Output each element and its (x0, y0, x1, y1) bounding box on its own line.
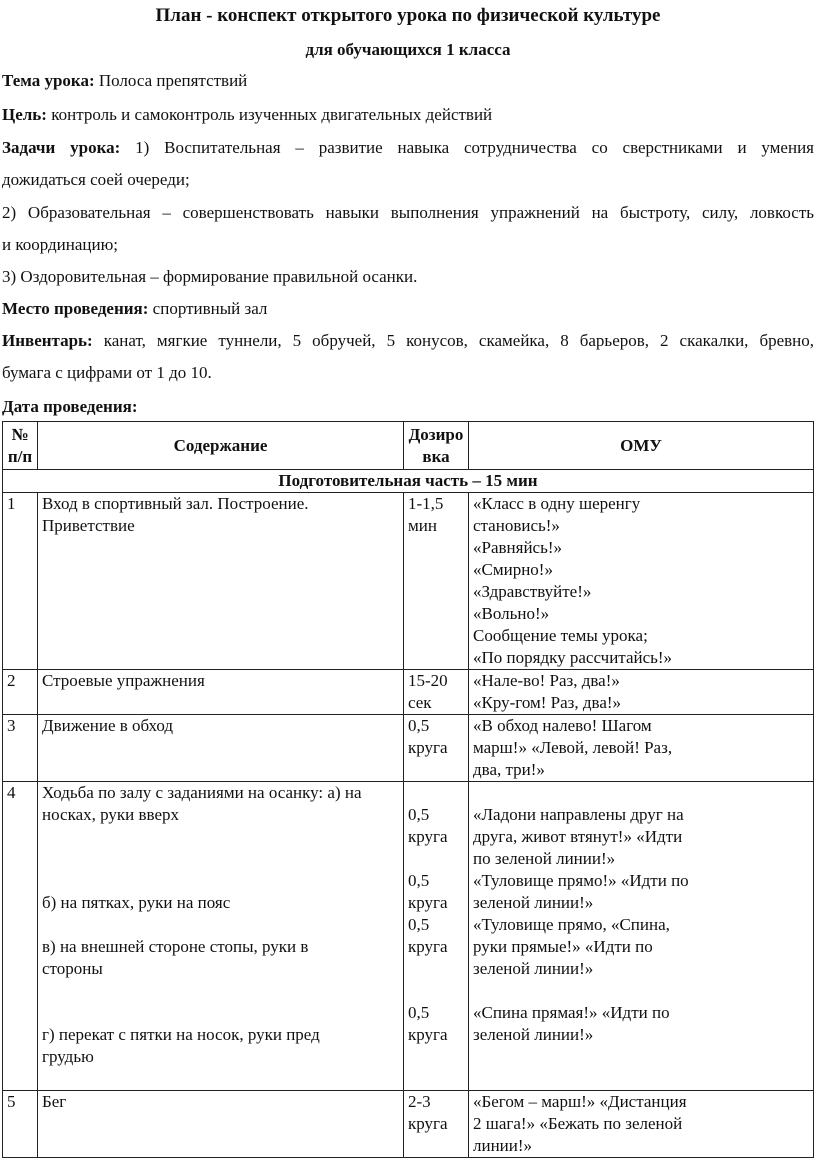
section-title: Подготовительная часть – 15 мин (3, 470, 814, 493)
equipment-line2: бумага с цифрами от 1 до 10. (2, 363, 212, 382)
row-num: 3 (3, 715, 38, 782)
task2-line1: 2) Образовательная – совершенствовать навыки выполнения упражнений на быстроту, силу, ловкость (2, 203, 814, 222)
goal-line (2, 104, 814, 126)
row-num: 4 (3, 782, 38, 1091)
row-dose: 2-3 круга (404, 1091, 469, 1158)
date-label: Дата проведения: (2, 397, 138, 416)
page-title: План - конспект открытого урока по физической культуре (155, 5, 661, 26)
table-row (3, 715, 814, 782)
table-row (3, 1091, 814, 1158)
row-num: 5 (3, 1091, 38, 1158)
header-dose: Дозиро вка (404, 422, 469, 470)
goal-label: Цель: (2, 105, 47, 124)
place-value: спортивный зал (152, 299, 268, 318)
row-omu: «В обход налево! Шагом марш!» «Левой, левой! Раз, два, три!» (469, 715, 814, 782)
row-omu: «Класс в одну шеренгу становись!» «Равняйсь!» «Смирно!» «Здравствуйте!» «Вольно!» Сообщение темы урока; «По порядку рассчитайсь!» (469, 493, 814, 670)
equipment-line1: канат, мягкие туннели, 5 обручей, 5 конусов, скамейка, 8 барьеров, 2 скакалки, бревно, (103, 331, 815, 350)
row-content: Движение в обход (38, 715, 404, 782)
row-dose: 15-20 сек (404, 670, 469, 715)
row-omu: «Ладони направлены друг на друга, живот втянут!» «Идти по зеленой линии!» «Туловище прямо!» «Идти по зеленой линии!» «Туловище прямо, «Спина, руки прямые!» «Идти по зеленой линии!» «Спина прямая!» «Идти по зеленой линии!» (469, 782, 814, 1091)
lesson-table (2, 421, 814, 1158)
header-num: № п/п (3, 422, 38, 470)
topic-line (2, 70, 814, 92)
equipment-label: Инвентарь: (2, 331, 93, 350)
row-num: 1 (3, 493, 38, 670)
row-omu: «Бегом – марш!» «Дистанция 2 шага!» «Бежать по зеленой линии!» (469, 1091, 814, 1158)
row-dose: 0,5 круга 0,5 круга 0,5 круга 0,5 круга (404, 782, 469, 1091)
row-content: Бег (38, 1091, 404, 1158)
place-line (2, 298, 814, 320)
row-content: Ходьба по залу с заданиями на осанку: а) на носках, руки вверх б) на пятках, руки на пояс в) на внешней стороне стопы, руки в стороны г) перекат с пятки на носок, руки пред грудью (38, 782, 404, 1091)
table-row (3, 670, 814, 715)
task1-line1: 1) Воспитательная – развитие навыка сотрудничества со сверстниками и умения (135, 138, 814, 157)
task3-line: 3) Оздоровительная – формирование правильной осанки. (2, 267, 418, 286)
table-row (3, 493, 814, 670)
table-row (3, 782, 814, 1091)
row-num: 2 (3, 670, 38, 715)
tasks-line (2, 137, 814, 159)
row-dose: 0,5 круга (404, 715, 469, 782)
header-content: Содержание (38, 422, 404, 470)
equipment-line (2, 330, 814, 352)
row-content: Строевые упражнения (38, 670, 404, 715)
topic-label: Тема урока: (2, 71, 95, 90)
place-label: Место проведения: (2, 299, 149, 318)
tasks-label: Задачи урока: (2, 138, 121, 157)
row-content: Вход в спортивный зал. Построение. Приветствие (38, 493, 404, 670)
task1-line2: дожидаться соей очереди; (2, 170, 190, 189)
topic-value: Полоса препятствий (98, 71, 248, 90)
goal-value: контроль и самоконтроль изученных двигательных действий (51, 105, 493, 124)
section-row (3, 470, 814, 493)
date-line (2, 396, 814, 418)
page-subtitle: для обучающихся 1 класса (305, 40, 511, 59)
task2-line2: и координацию; (2, 235, 119, 254)
row-dose: 1-1,5 мин (404, 493, 469, 670)
row-omu: «Нале-во! Раз, два!» «Кру-гом! Раз, два!» (469, 670, 814, 715)
table-header-row (3, 422, 814, 470)
header-omu: ОМУ (469, 422, 814, 470)
